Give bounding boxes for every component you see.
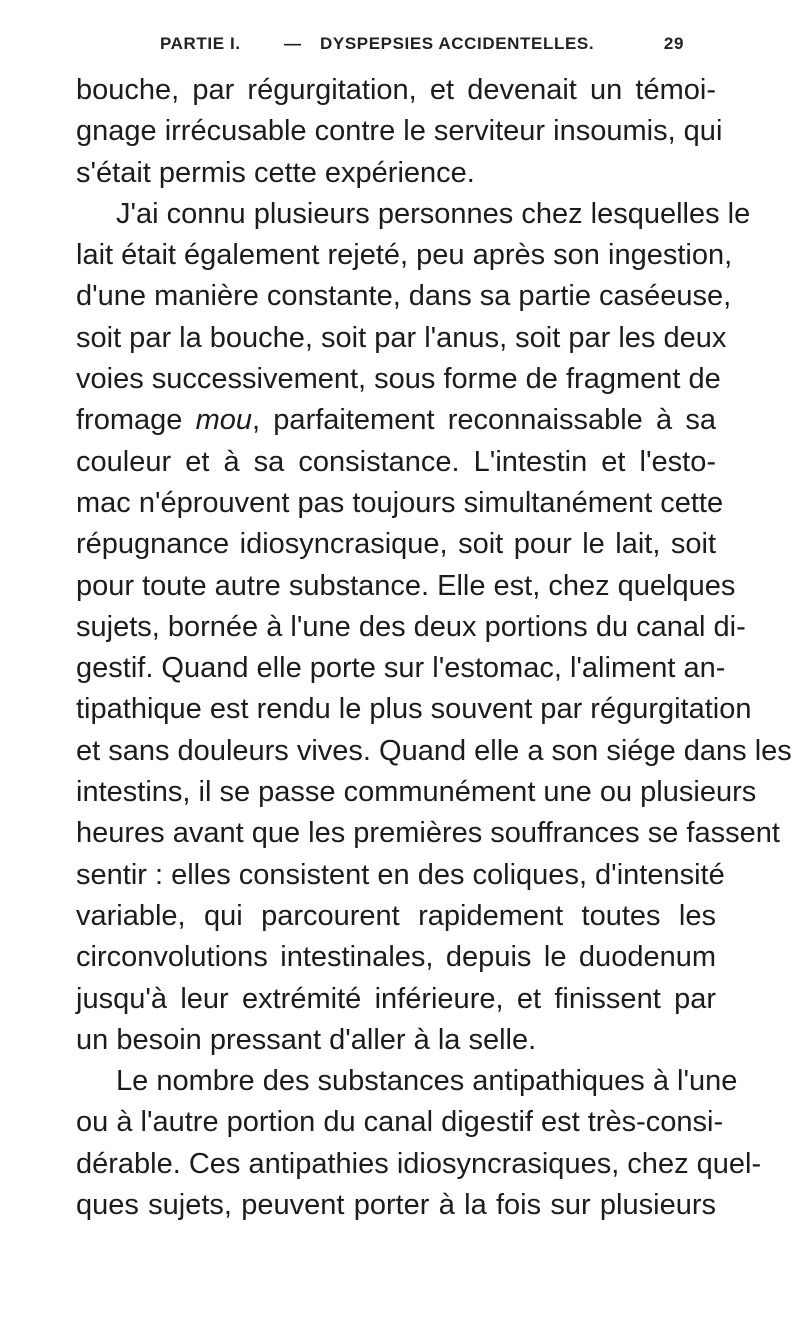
text-line: mac n'éprouvent pas toujours simultanément cette: [76, 486, 724, 519]
text-line: dérable. Ces antipathies idiosyncrasiques, chez quel-: [76, 1147, 762, 1180]
text-line: d'une manière constante, dans sa partie caséeuse,: [76, 280, 732, 313]
text-line: lait était également rejeté, peu après son ingestion,: [76, 239, 733, 272]
text-line: heures avant que les premières souffrances se fassent: [76, 817, 780, 850]
text-line: couleur et à sa consistance. L'intestin et l'esto-: [76, 445, 716, 478]
text-line: intestins, il se passe communément une ou plusieurs: [76, 776, 757, 809]
running-head-part: PARTIE I.: [160, 34, 241, 53]
text-line: pour toute autre substance. Elle est, chez quelques: [76, 569, 736, 602]
text-line: un besoin pressant d'aller à la selle.: [76, 1023, 537, 1056]
text-line: gnage irrécusable contre le serviteur insoumis, qui: [76, 115, 723, 148]
text-line: J'ai connu plusieurs personnes chez lesquelles le: [116, 197, 751, 230]
text-line: jusqu'à leur extrémité inférieure, et finissent par: [76, 982, 716, 1015]
text-line: ques sujets, peuvent porter à la fois sur plusieurs: [76, 1189, 716, 1222]
text-line: voies successivement, sous forme de fragment de: [76, 363, 721, 396]
text-line: Le nombre des substances antipathiques à l'une: [116, 1065, 738, 1098]
text-line: répugnance idiosyncrasique, soit pour le lait, soit: [76, 528, 716, 561]
text-segment: fromage: [76, 404, 196, 437]
text-line: soit par la bouche, soit par l'anus, soit par les deux: [76, 321, 727, 354]
text-line: circonvolutions intestinales, depuis le duodenum: [76, 941, 716, 974]
text-line: et sans douleurs vives. Quand elle a son siége dans les: [76, 734, 792, 767]
page-number: 29: [663, 34, 684, 53]
text-line: s'était permis cette expérience.: [76, 156, 475, 189]
text-line: sujets, bornée à l'une des deux portions du canal di-: [76, 610, 746, 643]
running-head: [160, 34, 684, 58]
text-line: variable, qui parcourent rapidement toutes les: [76, 899, 716, 932]
running-head-title: DYSPEPSIES ACCIDENTELLES.: [320, 34, 595, 53]
body-text: [76, 70, 792, 1226]
running-head-dash: —: [284, 34, 302, 53]
text-line: [76, 400, 716, 441]
italic-word: mou: [195, 404, 253, 437]
text-line: ou à l'autre portion du canal digestif est très-consi-: [76, 1106, 724, 1139]
text-line: gestif. Quand elle porte sur l'estomac, l'aliment an-: [76, 652, 726, 685]
text-line: tipathique est rendu le plus souvent par régurgitation: [76, 693, 752, 726]
text-segment: , parfaitement reconnaissable à sa: [252, 404, 716, 437]
text-line: bouche, par régurgitation, et devenait un témoi-: [76, 74, 716, 106]
text-line: sentir : elles consistent en des coliques, d'intensité: [76, 858, 725, 891]
